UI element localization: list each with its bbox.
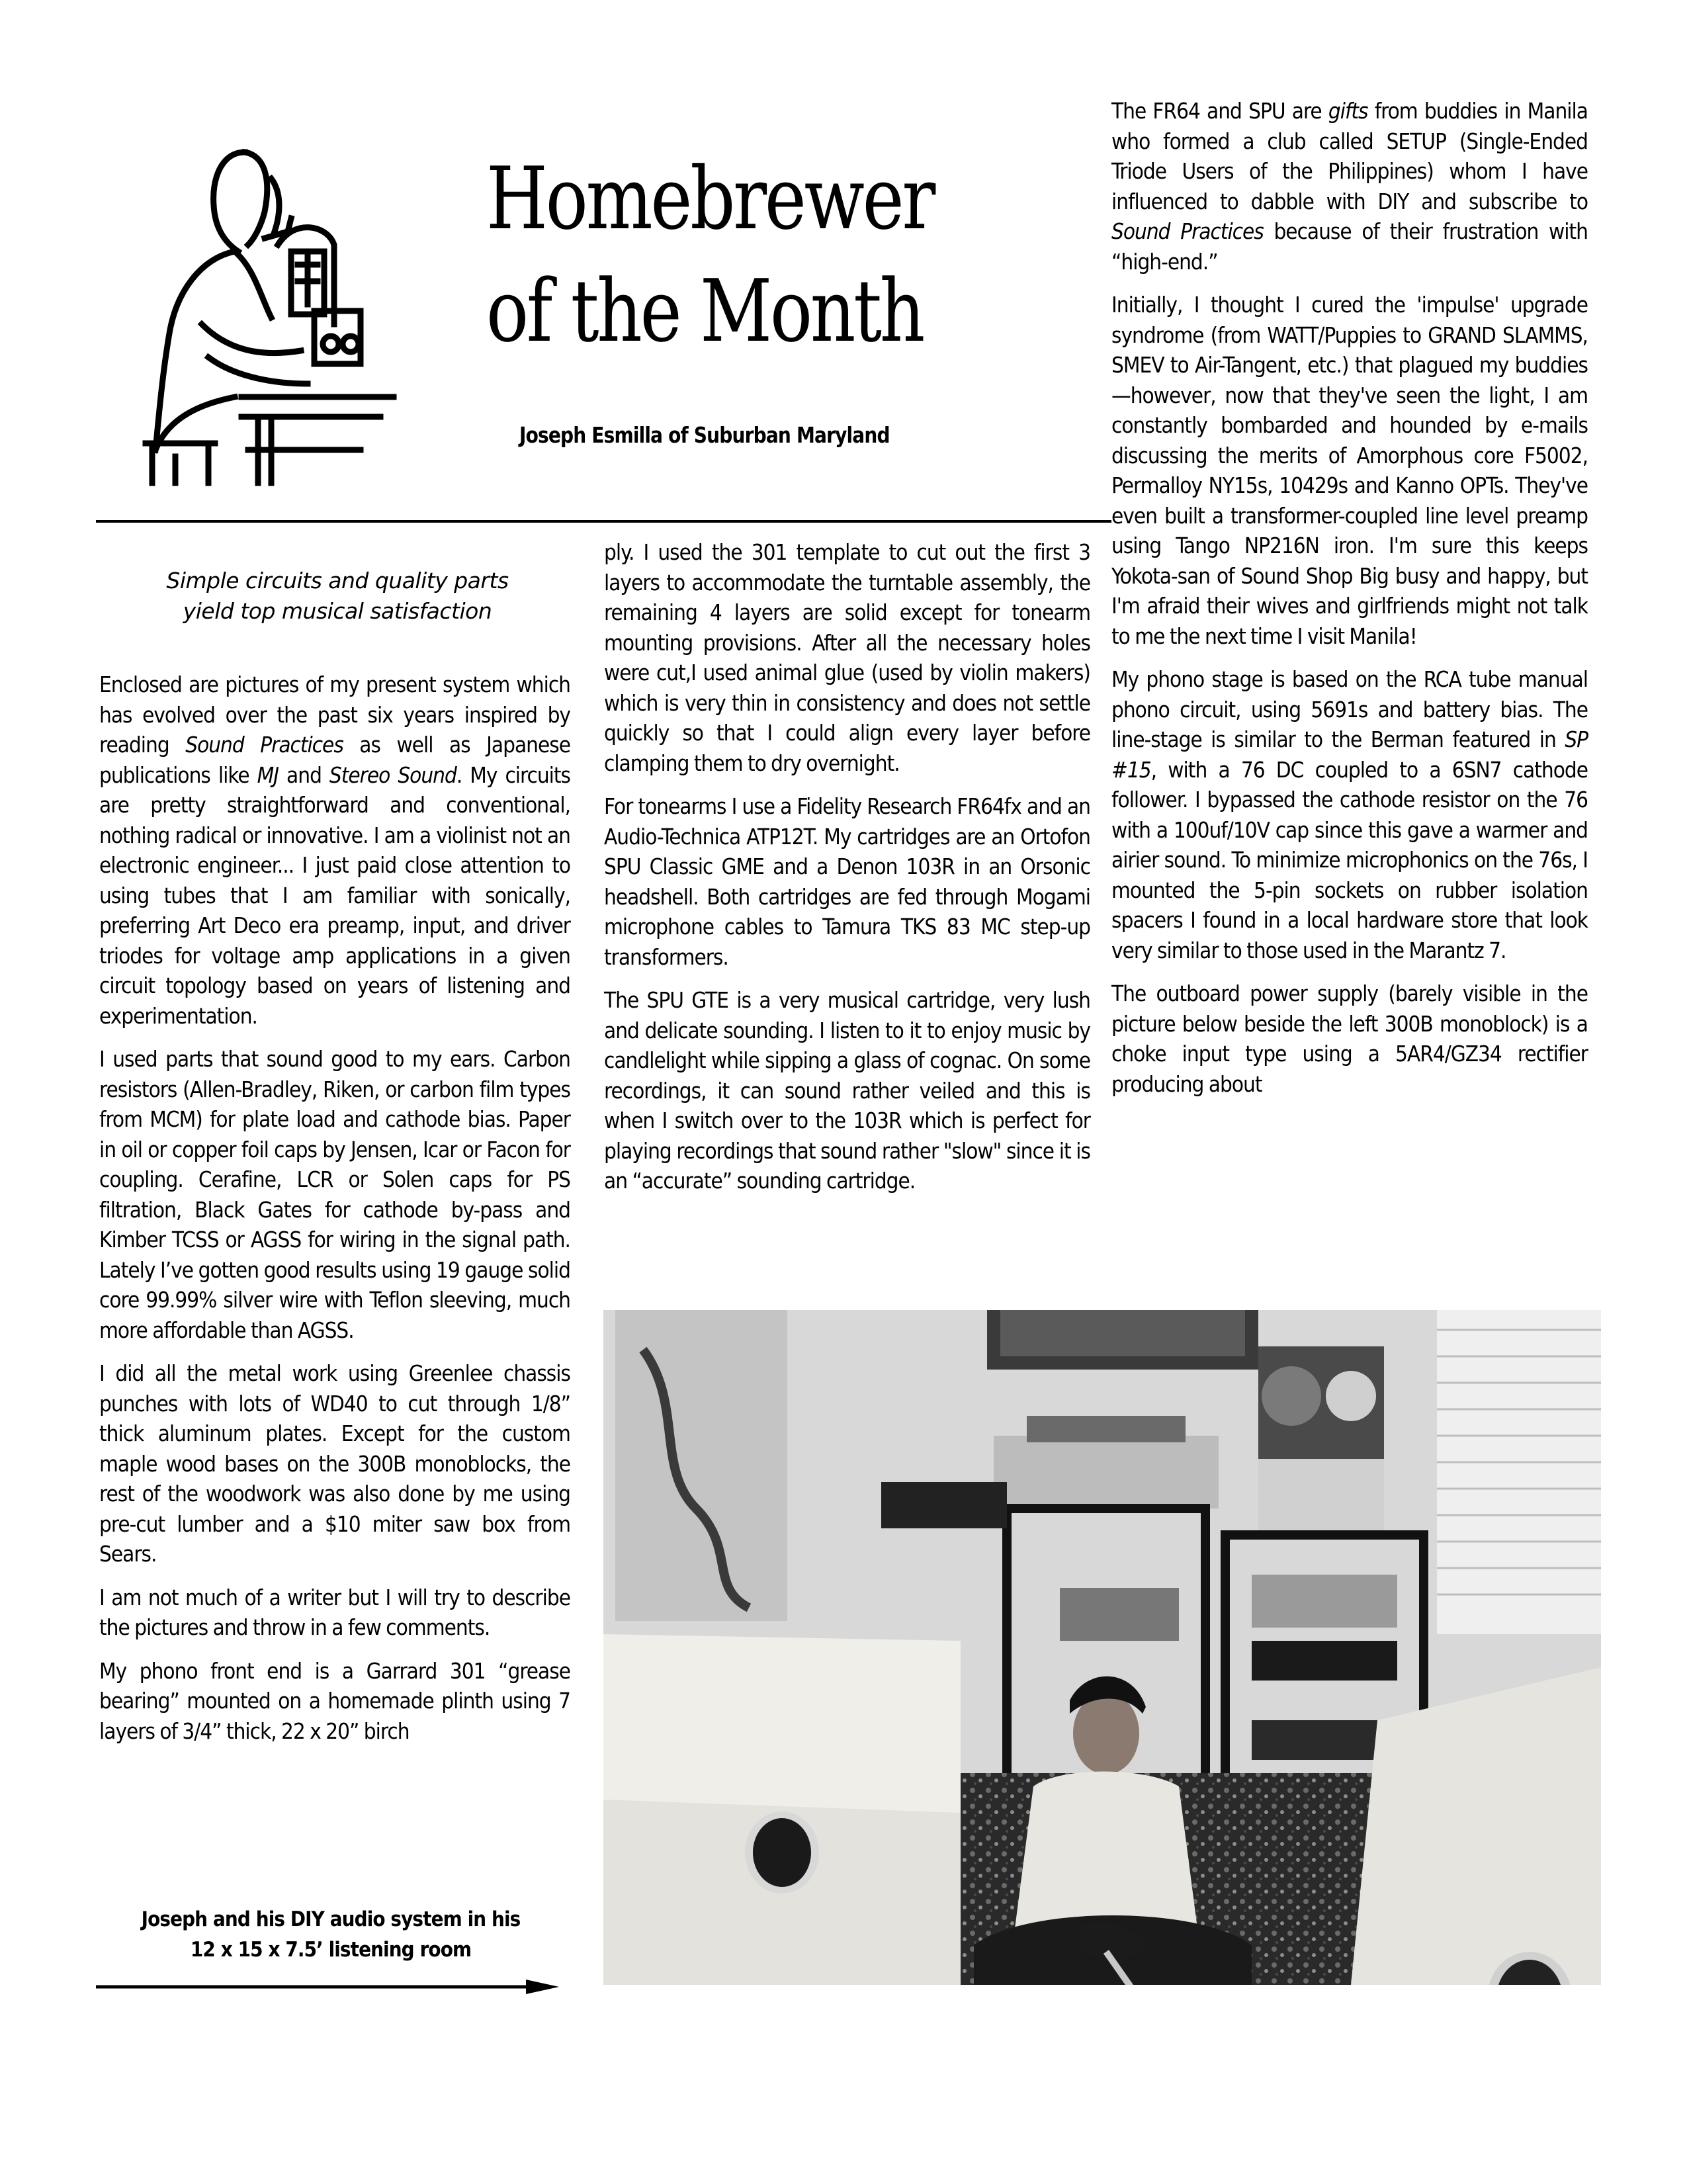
paragraph: I used parts that sound good to my ears. Carbon resistors (Allen-Bradley, Riken, or carbon film types from MCM) for plate load and cathode bias. Paper in oil or copper foil caps by Jensen, Icar or Facon for coupling. Cerafine, LCR or Solen caps for PS filtration, Black Gates for cathode by-pass and Kimber TCSS or AGSS for wiring in the signal path. Lately I’ve gotten good results using 19 gauge solid core 99.99% silver wire with Teflon sleeving, much more affordable than AGSS. bbox=[99, 1046, 570, 1343]
listening-room-photo bbox=[603, 1310, 1601, 1985]
text-run: . My circuits are pretty straightforward and conventional, nothing radical or innovative. I am a violinist not an electronic engineer... I just paid close attention to using tubes that I am familiar with sonically, preferring Art Deco era preamp, input, and driver triodes for voltage amp applications in a given circuit topology based on years of listening and experimentation. bbox=[99, 762, 570, 1029]
paragraph: My phono front end is a Garrard 301 “grease bearing” mounted on a homemade plinth using 7 layers of 3/4” thick, 22 x 20” birch bbox=[99, 1657, 570, 1744]
deck-line-1: Simple circuits and quality parts bbox=[166, 568, 509, 593]
caption-line-1: Joseph and his DIY audio system in his bbox=[141, 1907, 521, 1931]
homebrewer-illustration bbox=[129, 139, 493, 490]
text-run: and bbox=[279, 762, 329, 788]
text-run: , with a 76 DC coupled to a 6SN7 cathode follower. I bypassed the cathode resistor on the 76 with a 100uf/10V cap since this gave a warmer and airier sound. To minimize microphonics on the 76s, I mounted the 5-pin sockets on rubber isolation spacers I found in a local hardware store that look very similar to those used in the Marantz 7. bbox=[1111, 756, 1588, 963]
paragraph: I did all the metal work using Greenlee chassis punches with lots of WD40 to cut through 1/8” thick aluminum plates. Except for the custom maple wood bases on the 300B monoblocks, the rest of the woodwork was also done by me using pre-cut lumber and a $10 miter saw box from Sears. bbox=[99, 1360, 570, 1567]
emphasis: gifts bbox=[1328, 98, 1368, 124]
paragraph bbox=[1111, 664, 1588, 965]
publication-title: Sound Practices bbox=[1111, 218, 1264, 244]
paragraph bbox=[1111, 96, 1588, 277]
paragraph bbox=[99, 670, 570, 1031]
publication-title: Stereo Sound bbox=[329, 762, 456, 788]
article-deck bbox=[106, 566, 569, 627]
page-title bbox=[486, 142, 974, 367]
publication-title: Sound Practices bbox=[185, 732, 343, 758]
publication-title: MJ bbox=[257, 762, 279, 788]
paragraph: Initially, I thought I cured the 'impulse' upgrade syndrome (from WATT/Puppies to GRAND SLAMMS, SMEV to Air-Tangent, etc.) that plagued my buddies—however, now that they've seen the light, I am constantly bombarded and hounded by e-mails discussing the merits of Amorphous core F5002, Permalloy NY15s, 10429s and Kanno OPTs. They've even built a transformer-coupled line level preamp using Tango NP216N iron. I'm sure this keeps Yokota-san of Sound Shop Big busy and happy, but I'm afraid their wives and girlfriends might not talk to me the next time I visit Manila! bbox=[1111, 292, 1588, 649]
paragraph: For tonearms I use a Fidelity Research FR64fx and an Audio-Technica ATP12T. My cartridges are an Ortofon SPU Classic GME and a Denon 103R in an Orsonic headshell. Both cartridges are fed through Mogami microphone cables to Tamura TKS 83 MC step-up transformers. bbox=[604, 793, 1090, 970]
paragraph: ply. I used the 301 template to cut out the first 3 layers to accommodate the turntable assembly, the remaining 4 layers are solid except for tonearm mounting provisions. After all the necessary holes were cut,I used animal glue (used by violin makers) which is very thin in consistency and does not settle quickly so that I could align every layer before clamping them to dry overnight. bbox=[604, 539, 1090, 776]
deck-line-2: yield top musical satisfaction bbox=[183, 598, 492, 624]
title-line-2: of the Month bbox=[486, 261, 924, 361]
text-run: from buddies in Manila who formed a club called SETUP (Single-Ended Triode Users of the Philippines) whom I have influenced to dabble with DIY and subscribe to bbox=[1111, 98, 1588, 214]
text-run: The FR64 and SPU are bbox=[1111, 98, 1328, 124]
text-run: because of their frustration with “high-end.” bbox=[1111, 218, 1588, 275]
column-right bbox=[1111, 96, 1588, 1099]
title-line-1: Homebrewer bbox=[486, 148, 934, 249]
paragraph: The outboard power supply (barely visible in the picture below beside the left 300B monoblock) is a choke input type using a 5AR4/GZ34 rectifier producing about bbox=[1111, 981, 1588, 1097]
text-run: as well as Japanese publications like bbox=[99, 732, 571, 788]
column-left bbox=[99, 670, 570, 1746]
photo-rendering bbox=[603, 1310, 1601, 1985]
arrow-right-icon bbox=[96, 1977, 559, 1997]
text-run: My phono stage is based on the RCA tube manual phono circuit, using 5691s and battery bias. The line-stage is similar to the Berman featured in bbox=[1111, 666, 1588, 752]
header-divider bbox=[96, 520, 1111, 523]
caption-line-2: 12 x 15 x 7.5’ listening room bbox=[190, 1938, 472, 1962]
column-middle bbox=[604, 537, 1090, 1196]
paragraph: The SPU GTE is a very musical cartridge, very lush and delicate sounding. I listen to it to enjoy music by candlelight while sipping a glass of cognac. On some recordings, it can sound rather veiled and this is when I switch over to the 103R which is perfect for playing recordings that sound rather "slow" since it is an “accurate” sounding cartridge. bbox=[604, 987, 1090, 1194]
photo-caption bbox=[122, 1904, 539, 1965]
issue-reference: SP #15 bbox=[1111, 726, 1588, 783]
paragraph: I am not much of a writer but I will try to describe the pictures and throw in a few comments. bbox=[99, 1584, 570, 1640]
author-byline: Joseph Esmilla of Suburban Maryland bbox=[519, 422, 890, 448]
text-run: Enclosed are pictures of my present system which has evolved over the past six years inspired by reading bbox=[99, 672, 570, 758]
